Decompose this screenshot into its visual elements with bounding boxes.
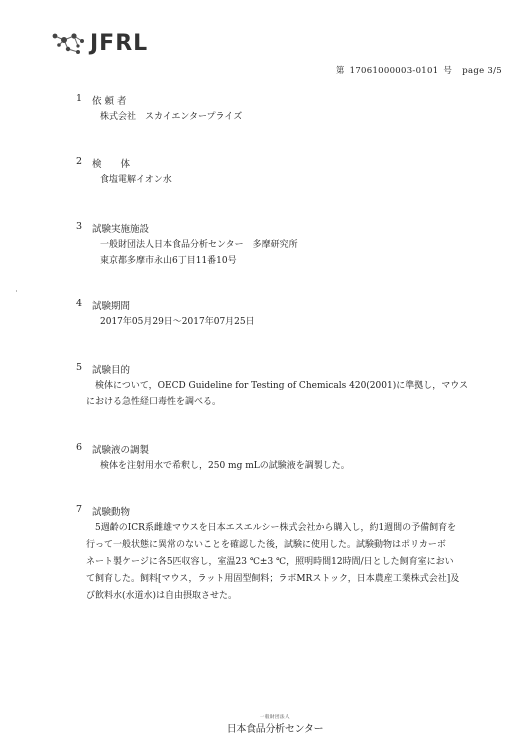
section-number: 5: [76, 362, 83, 373]
section-line: 一般財団法人日本食品分析センター 多摩研究所: [100, 240, 298, 250]
section-line: 検体を注射用水で希釈し，250 mg mLの試験液を調製した。: [100, 461, 350, 471]
footer-organization: [220, 714, 330, 735]
section-line: び飲料水(水道水)は自由摂取させた。: [86, 591, 238, 601]
section-title: 依 頼 者: [92, 96, 127, 107]
section-title: 試験実施施設: [92, 224, 150, 235]
footer-small-label: 一般財団法人: [260, 715, 290, 720]
section-line: における急性経口毒性を調べる。: [86, 397, 222, 407]
doc-suffix: 号: [443, 66, 453, 76]
section-number: 6: [76, 442, 83, 453]
section-line: 検体について，OECD Guideline for Testing of Chemicals 420(2001)に準拠し，マウス: [86, 381, 468, 391]
section-line: て飼育した。飼料[マウス，ラット用固型飼料；ラボMRストック，日本農産工業株式会社]及: [86, 574, 460, 584]
scan-artifact: [16, 290, 17, 292]
section-number: 3: [76, 221, 83, 232]
section-title: 検 体: [92, 159, 131, 170]
footer-org-name: 日本食品分析センター: [226, 724, 324, 735]
section-number: 1: [76, 93, 83, 104]
section-title: 試験期間: [92, 301, 131, 312]
section-line: 食塩電解イオン水: [100, 175, 172, 185]
section-title: 試験目的: [92, 365, 131, 376]
document-number-line: [336, 64, 502, 76]
doc-prefix: 第: [335, 66, 345, 76]
molecule-logo-icon: [52, 30, 88, 56]
jfrl-logo: [52, 28, 148, 58]
section-number: 2: [76, 156, 83, 167]
section-line: 東京都多摩市永山6丁目11番10号: [100, 256, 237, 266]
section-number: 7: [76, 504, 83, 515]
logo-text: JFRL: [90, 30, 149, 56]
section-number: 4: [76, 298, 83, 309]
section-title: 試験動物: [92, 507, 131, 518]
section-line: 5週齢のICR系雌雄マウスを日本エスエルシー株式会社から購入し，約1週間の予備飼育を: [86, 523, 457, 533]
section-line: 行って一般状態に異常のないことを確認した後，試験に使用した。試験動物はポリカーボ: [86, 540, 446, 550]
section-title: 試験液の調製: [92, 445, 150, 456]
doc-number: 17061000003-0101: [349, 66, 439, 76]
section-line: 株式会社 スカイエンタープライズ: [100, 112, 243, 122]
section-line: 2017年05月29日～2017年07月25日: [100, 317, 255, 327]
section-line: ネート製ケージに各5匹収容し，室温23 ℃±3 ℃，照明時間12時間/日とした飼育室におい: [86, 557, 454, 567]
page-indicator: page 3/5: [462, 66, 502, 76]
